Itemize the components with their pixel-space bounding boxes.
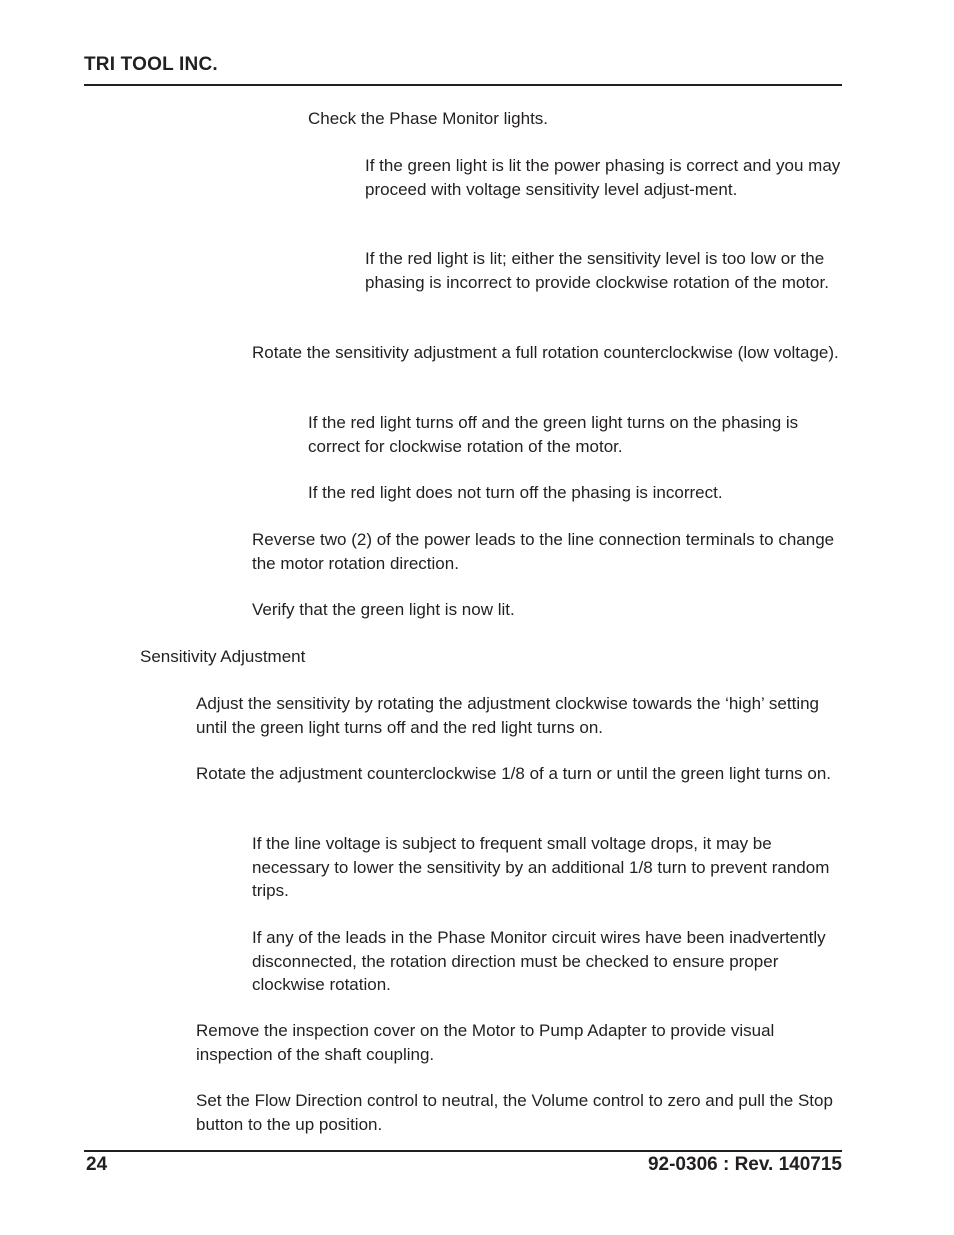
- paragraph-check-lights: Check the Phase Monitor lights.: [308, 109, 549, 128]
- paragraph-reverse-leads: Reverse two (2) of the power leads to the line connection terminals to change the motor rotation direction.: [252, 530, 835, 573]
- paragraph-leads-disconnected: If any of the leads in the Phase Monitor circuit wires have been inadvertently disconnected, the rotation direction must be checked to ensure proper clockwise rotation.: [252, 928, 826, 994]
- paragraph-red-off-green-on: If the red light turns off and the green light turns on the phasing is correct for clockwise rotation of the motor.: [308, 413, 799, 456]
- paragraph-verify-green: Verify that the green light is now lit.: [252, 600, 515, 619]
- paragraph-voltage-drops: If the line voltage is subject to frequent small voltage drops, it may be necessary to lower the sensitivity by an additional 1/8 turn to prevent random trips.: [252, 834, 830, 900]
- document-revision: 92-0306 : Rev. 140715: [647, 1154, 842, 1175]
- paragraph-red-not-off: If the red light does not turn off the phasing is incorrect.: [308, 483, 723, 502]
- footer-rule: [84, 1150, 842, 1152]
- header-rule: [84, 84, 842, 86]
- paragraph-adjust-sensitivity: Adjust the sensitivity by rotating the adjustment clockwise towards the ‘high’ setting until the green light turns off and the red light turns on.: [196, 694, 820, 737]
- paragraph-set-flow-direction: Set the Flow Direction control to neutral, the Volume control to zero and pull the Stop button to the up position.: [196, 1091, 833, 1134]
- company-header: TRI TOOL INC.: [84, 54, 218, 75]
- paragraph-remove-cover: Remove the inspection cover on the Motor to Pump Adapter to provide visual inspection of the shaft coupling.: [196, 1021, 775, 1064]
- page-number: 24: [86, 1154, 108, 1175]
- paragraph-green-light-lit: If the green light is lit the power phasing is correct and you may proceed with voltage sensitivity level adjust-ment.: [365, 156, 841, 199]
- section-heading-sensitivity: Sensitivity Adjustment: [140, 647, 306, 666]
- paragraph-red-light-lit: If the red light is lit; either the sensitivity level is too low or the phasing is incorrect to provide clockwise rotation of the motor.: [365, 249, 829, 292]
- paragraph-rotate-eighth-turn: Rotate the adjustment counterclockwise 1/8 of a turn or until the green light turns on.: [196, 764, 832, 783]
- paragraph-rotate-counterclockwise: Rotate the sensitivity adjustment a full rotation counterclockwise (low voltage).: [252, 343, 839, 362]
